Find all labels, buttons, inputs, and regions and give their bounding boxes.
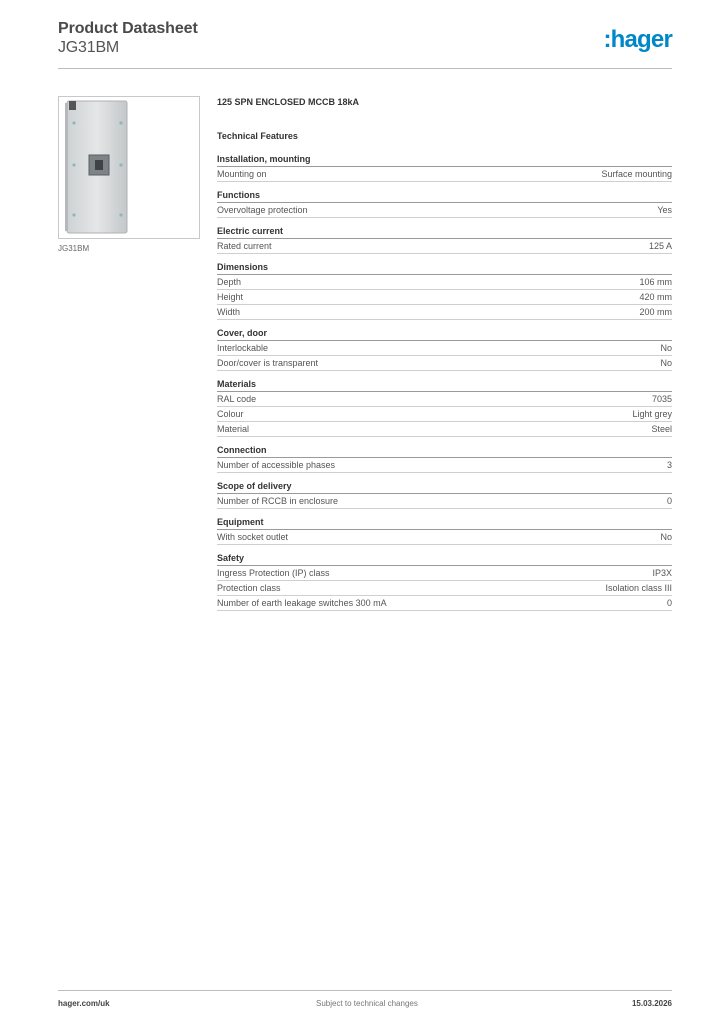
feature-label: Colour (217, 409, 244, 419)
section-title: Functions (217, 190, 672, 203)
feature-value: 0 (666, 598, 672, 608)
section-title: Scope of delivery (217, 481, 672, 494)
feature-row (217, 356, 672, 371)
feature-row (217, 530, 672, 545)
section-title: Connection (217, 445, 672, 458)
section-title: Cover, door (217, 328, 672, 341)
feature-section (217, 379, 672, 437)
feature-row (217, 458, 672, 473)
footer-note: Subject to technical changes (316, 999, 418, 1008)
feature-section (217, 154, 672, 182)
feature-label: Interlockable (217, 343, 269, 353)
feature-value: 3 (666, 460, 672, 470)
feature-value: Isolation class III (605, 583, 672, 593)
feature-label: Number of accessible phases (217, 460, 336, 470)
feature-value: 106 mm (639, 277, 672, 287)
header-divider (58, 68, 672, 69)
product-name: 125 SPN ENCLOSED MCCB 18kA (217, 97, 360, 107)
feature-row (217, 341, 672, 356)
feature-row (217, 596, 672, 611)
product-code: JG31BM (58, 39, 120, 56)
footer-website[interactable]: hager.com/uk (58, 999, 110, 1008)
section-title: Equipment (217, 517, 672, 530)
feature-sections (217, 154, 672, 611)
section-title: Safety (217, 553, 672, 566)
footer-date: 15.03.2026 (631, 999, 672, 1008)
feature-row (217, 494, 672, 509)
feature-label: Protection class (217, 583, 281, 593)
footer-divider (58, 990, 672, 991)
feature-section (217, 226, 672, 254)
feature-label: Rated current (217, 241, 272, 251)
feature-section (217, 553, 672, 611)
feature-row (217, 275, 672, 290)
enclosure-photo-icon (59, 97, 199, 238)
feature-label: With socket outlet (217, 532, 289, 542)
feature-value: No (660, 343, 672, 353)
feature-value: No (660, 532, 672, 542)
feature-value: IP3X (652, 568, 672, 578)
feature-value: Steel (651, 424, 672, 434)
feature-value: 200 mm (639, 307, 672, 317)
section-title: Dimensions (217, 262, 672, 275)
feature-row (217, 167, 672, 182)
feature-value: Yes (657, 205, 672, 215)
feature-section (217, 262, 672, 320)
feature-value: No (660, 358, 672, 368)
feature-row (217, 581, 672, 596)
section-title: Installation, mounting (217, 154, 672, 167)
feature-label: Mounting on (217, 169, 267, 179)
page-title: Product Datasheet (58, 20, 198, 37)
feature-section (217, 328, 672, 371)
feature-row (217, 239, 672, 254)
feature-label: Number of RCCB in enclosure (217, 496, 339, 506)
feature-value: 0 (666, 496, 672, 506)
feature-label: Depth (217, 277, 242, 287)
feature-label: Width (217, 307, 241, 317)
section-title: Electric current (217, 226, 672, 239)
feature-row (217, 203, 672, 218)
image-caption: JG31BM (58, 244, 90, 253)
feature-value: 7035 (651, 394, 672, 404)
feature-label: Height (217, 292, 244, 302)
feature-row (217, 290, 672, 305)
feature-label: Overvoltage protection (217, 205, 308, 215)
section-title: Materials (217, 379, 672, 392)
feature-row (217, 305, 672, 320)
feature-value: 420 mm (639, 292, 672, 302)
feature-section (217, 481, 672, 509)
technical-features-heading: Technical Features (217, 131, 298, 141)
product-image (58, 96, 200, 239)
feature-section (217, 445, 672, 473)
technical-content (217, 96, 672, 619)
feature-section (217, 517, 672, 545)
feature-value: Surface mounting (601, 169, 672, 179)
feature-label: Door/cover is transparent (217, 358, 319, 368)
feature-label: Ingress Protection (IP) class (217, 568, 330, 578)
feature-value: 125 A (648, 241, 672, 251)
hager-logo[interactable]: :hager (603, 26, 672, 53)
feature-row (217, 566, 672, 581)
feature-row (217, 407, 672, 422)
feature-label: RAL code (217, 394, 257, 404)
feature-row (217, 392, 672, 407)
feature-row (217, 422, 672, 437)
feature-label: Material (217, 424, 250, 434)
feature-label: Number of earth leakage switches 300 mA (217, 598, 387, 608)
feature-section (217, 190, 672, 218)
feature-value: Light grey (632, 409, 672, 419)
